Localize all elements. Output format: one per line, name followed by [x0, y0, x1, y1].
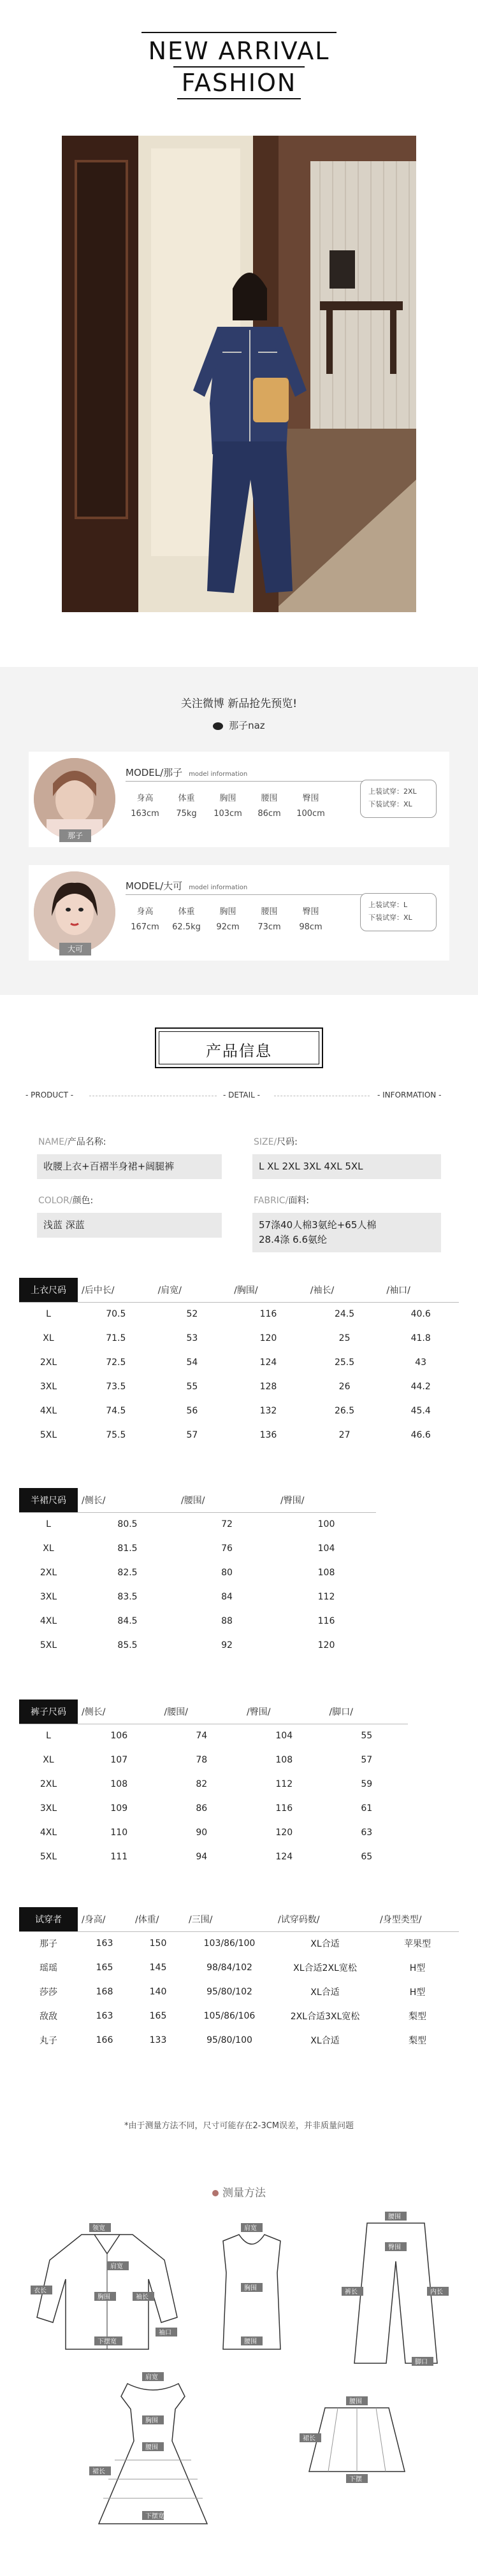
model-size-2: 上装试穿：L 下装试穿：XL: [360, 893, 437, 931]
table-row: [19, 1633, 376, 1657]
value-cell: 124: [275, 1852, 293, 1862]
value-cell: 109: [110, 1803, 128, 1814]
value-cell: 116: [259, 1309, 277, 1320]
table-row: [19, 1821, 408, 1845]
table-pants-header-0: 裤子尺码: [19, 1699, 78, 1724]
table-row: [19, 2004, 459, 2028]
measure-title: 测量方法: [0, 2184, 478, 2200]
header-rule-bottom: [177, 98, 301, 99]
svg-text:胸围: 胸围: [244, 2285, 257, 2292]
value-cell: 84.5: [117, 1616, 138, 1626]
product-info-title: 产品信息: [206, 1042, 272, 1060]
model-size-1: 上装试穿：2XL 下装试穿：XL: [360, 780, 437, 818]
value-cell: 100: [317, 1519, 335, 1530]
svg-text:袖口: 袖口: [159, 2329, 171, 2336]
table-skirt-sizes: [19, 1488, 376, 1657]
weibo-icon: [213, 722, 223, 730]
value-cell: 108: [275, 1755, 293, 1765]
model-divider-2: [126, 894, 368, 895]
value-cell: 110: [110, 1828, 128, 1838]
svg-text:腰围: 腰围: [145, 2444, 158, 2451]
size-cell: 4XL: [40, 1616, 57, 1626]
value-cell: 120: [317, 1640, 335, 1650]
table-skirt-body: [19, 1512, 376, 1657]
svg-text:胸围: 胸围: [145, 2417, 158, 2424]
svg-text:裤长: 裤长: [345, 2289, 358, 2296]
model-card-2: [29, 865, 449, 961]
value-cell: XL合适: [310, 2036, 340, 2046]
value-cell: 73.5: [106, 1382, 126, 1392]
size-cell: 2XL: [40, 1357, 57, 1368]
table-row: [19, 1302, 459, 1326]
model-divider-1: [126, 781, 368, 782]
value-cell: 梨型: [409, 2012, 426, 2022]
value-cell: 59: [361, 1779, 373, 1789]
table-tryon-body: [19, 1931, 459, 2052]
value-cell: 2XL合适3XL宽松: [290, 2012, 360, 2022]
value-cell: 112: [275, 1779, 293, 1789]
value-cell: 55: [186, 1382, 198, 1392]
svg-text:袖长: 袖长: [136, 2294, 148, 2301]
measure-note: *由于测量方法不同，尺寸可能存在2-3CM误差，并非质量问题: [124, 2121, 354, 2131]
value-cell: 150: [149, 1938, 167, 1949]
value-cell: 94: [196, 1852, 208, 1862]
table-tryon: [19, 1907, 459, 2052]
value-cell: 71.5: [106, 1333, 126, 1343]
name-label: NAME/产品名称:: [38, 1137, 106, 1147]
value-cell: 74: [196, 1731, 208, 1742]
size-cell: 5XL: [40, 1852, 57, 1862]
value-cell: 80: [221, 1568, 233, 1578]
table-row: [19, 1845, 408, 1869]
svg-text:肩宽: 肩宽: [110, 2263, 123, 2270]
value-cell: 63: [361, 1828, 373, 1838]
value-cell: 85.5: [117, 1640, 138, 1650]
value-cell: 90: [196, 1828, 208, 1838]
model-stats-2: 身高 167cm 体重 62.5kg 胸围 92cm 腰围 73cm 臀围 98cm: [131, 907, 322, 932]
table-tryon-header-0: 试穿者: [19, 1907, 78, 1931]
section-product: - PRODUCT -: [25, 1091, 74, 1099]
value-cell: 40.6: [410, 1309, 431, 1320]
value-cell: 44.2: [410, 1382, 431, 1392]
section-detail: - DETAIL -: [223, 1091, 260, 1099]
table-top-header-5: /袖口/: [386, 1285, 410, 1296]
header-rule-mid: [173, 66, 305, 68]
value-cell: 41.8: [410, 1333, 431, 1343]
table-top-body: [19, 1302, 459, 1447]
svg-text:肩宽: 肩宽: [244, 2225, 257, 2232]
header-line-2: FASHION: [181, 69, 297, 97]
value-cell: 120: [275, 1828, 293, 1838]
size-cell: 2XL: [40, 1779, 57, 1789]
value-cell: H型: [409, 1963, 426, 1973]
svg-text:腰围: 腰围: [349, 2398, 362, 2405]
table-skirt-header-3: /臀围/: [280, 1495, 305, 1506]
table-tryon-header-2: /体重/: [135, 1914, 159, 1925]
size-cell: 敌敌: [40, 2012, 57, 2022]
diagram-shirt: [31, 2222, 184, 2356]
name-value: 收腰上衣+百褶半身裙+阔腿裤: [37, 1154, 222, 1179]
size-cell: 瑶瑶: [40, 1963, 57, 1973]
svg-text:腰围: 腰围: [244, 2338, 257, 2345]
follow-text: 关注微博 新品抢先预览!: [180, 698, 298, 710]
value-cell: 88: [221, 1616, 233, 1626]
table-row: [19, 1326, 459, 1350]
table-row: [19, 2028, 459, 2052]
value-cell: 95/80/102: [206, 1987, 252, 1997]
svg-text:裙长: 裙长: [303, 2435, 315, 2442]
value-cell: 107: [110, 1755, 128, 1765]
value-cell: XL合适: [310, 1987, 340, 1998]
table-row: [19, 1512, 376, 1536]
value-cell: 72: [221, 1519, 233, 1530]
value-cell: 140: [149, 1987, 167, 1997]
table-row: [19, 1399, 459, 1423]
table-skirt-header-1: /侧长/: [82, 1495, 106, 1506]
value-cell: 104: [275, 1731, 293, 1742]
value-cell: 65: [361, 1852, 373, 1862]
fabric-label: FABRIC/面料:: [254, 1196, 310, 1206]
value-cell: 梨型: [409, 2036, 426, 2046]
diagram-dress: [89, 2371, 217, 2530]
table-row: [19, 1609, 376, 1633]
value-cell: 163: [96, 1938, 113, 1949]
value-cell: 57: [361, 1755, 373, 1765]
table-row: [19, 1350, 459, 1375]
table-pants-header-1: /侧长/: [82, 1707, 106, 1717]
table-row: [19, 1724, 408, 1748]
value-cell: 95/80/100: [206, 2035, 252, 2045]
size-label: SIZE/尺码:: [254, 1137, 298, 1147]
header-rule-top: [141, 32, 337, 33]
svg-text:臀围: 臀围: [388, 2244, 401, 2251]
table-top-sizes: [19, 1278, 459, 1447]
diagram-top: [210, 2222, 293, 2356]
pin-icon: [212, 2190, 219, 2196]
value-cell: 56: [186, 1406, 198, 1416]
value-cell: 46.6: [410, 1430, 431, 1440]
size-cell: 丸子: [40, 2036, 57, 2046]
value-cell: 45.4: [410, 1406, 431, 1416]
weibo-handle-text: 那子naz: [229, 720, 265, 731]
value-cell: 111: [110, 1852, 128, 1862]
size-cell: 莎莎: [40, 1987, 57, 1998]
svg-text:裙长: 裙长: [92, 2468, 105, 2475]
model-avatar-2: [34, 871, 115, 953]
value-cell: 124: [259, 1357, 277, 1368]
svg-text:脚口: 脚口: [415, 2359, 428, 2366]
value-cell: XL合适2XL宽松: [293, 1963, 357, 1973]
svg-text:腰围: 腰围: [388, 2214, 401, 2221]
value-cell: 83.5: [117, 1592, 138, 1602]
table-row: [19, 1748, 408, 1772]
table-tryon-header-3: /三围/: [189, 1914, 213, 1925]
section-information: - INFORMATION -: [377, 1091, 442, 1099]
size-cell: 4XL: [40, 1828, 57, 1838]
value-cell: 92: [221, 1640, 233, 1650]
model-tag-2: 大可: [59, 943, 91, 955]
table-skirt-header-2: /腰围/: [181, 1495, 205, 1506]
value-cell: 24.5: [334, 1309, 355, 1320]
size-cell: 2XL: [40, 1568, 57, 1578]
svg-text:肩宽: 肩宽: [145, 2374, 158, 2381]
value-cell: 25.5: [334, 1357, 355, 1368]
size-cell: XL: [43, 1333, 54, 1343]
header-line-1: NEW ARRIVAL: [148, 37, 330, 65]
size-cell: XL: [43, 1755, 54, 1765]
diagram-skirt: [300, 2395, 414, 2484]
value-cell: 105/86/106: [203, 2011, 256, 2021]
size-cell: L: [46, 1309, 51, 1320]
value-cell: 98/84/102: [206, 1963, 252, 1973]
table-row: [19, 1423, 459, 1447]
value-cell: 128: [259, 1382, 277, 1392]
table-pants-sizes: [19, 1699, 408, 1869]
table-tryon-header-1: /身高/: [82, 1914, 106, 1925]
table-row: [19, 1536, 376, 1561]
svg-text:下摆: 下摆: [349, 2476, 362, 2483]
color-label: COLOR/颜色:: [38, 1196, 94, 1206]
value-cell: 76: [221, 1543, 233, 1554]
value-cell: 53: [186, 1333, 198, 1343]
svg-text:内长: 内长: [430, 2289, 443, 2296]
svg-text:下摆宽: 下摆宽: [98, 2338, 117, 2345]
table-top-header-3: /胸围/: [234, 1285, 258, 1296]
value-cell: 106: [110, 1731, 128, 1742]
size-cell: 5XL: [40, 1640, 57, 1650]
value-cell: 43: [415, 1357, 427, 1368]
value-cell: 70.5: [106, 1309, 126, 1320]
weibo-handle[interactable]: [0, 719, 478, 732]
value-cell: 25: [338, 1333, 351, 1343]
diagram-pants: [342, 2210, 450, 2370]
svg-text:衣长: 衣长: [34, 2287, 47, 2294]
svg-text:胸围: 胸围: [98, 2294, 110, 2301]
value-cell: 苹果型: [404, 1939, 431, 1950]
table-row: [19, 1375, 459, 1399]
page-header: [0, 0, 478, 131]
value-cell: 120: [259, 1333, 277, 1343]
value-cell: 78: [196, 1755, 208, 1765]
table-row: [19, 1956, 459, 1980]
value-cell: 86: [196, 1803, 208, 1814]
value-cell: 26: [338, 1382, 351, 1392]
table-row: [19, 1772, 408, 1796]
table-row: [19, 1561, 376, 1585]
value-cell: 75.5: [106, 1430, 126, 1440]
table-tryon-header-4: /试穿码数/: [278, 1914, 320, 1925]
value-cell: 82.5: [117, 1568, 138, 1578]
size-cell: XL: [43, 1543, 54, 1554]
value-cell: 80.5: [117, 1519, 138, 1530]
model-avatar-1: [34, 758, 115, 840]
value-cell: 163: [96, 2011, 113, 2021]
size-cell: 3XL: [40, 1592, 57, 1602]
model-title-2: MODEL/大可 model information: [126, 880, 248, 892]
value-cell: 168: [96, 1987, 113, 1997]
value-cell: 27: [338, 1430, 351, 1440]
size-cell: 那子: [40, 1939, 57, 1950]
value-cell: 108: [317, 1568, 335, 1578]
svg-text:领宽: 领宽: [92, 2225, 105, 2232]
size-cell: 4XL: [40, 1406, 57, 1416]
value-cell: 81.5: [117, 1543, 138, 1554]
model-tag-1: 那子: [59, 829, 91, 842]
model-card-1: [29, 752, 449, 847]
size-cell: L: [46, 1731, 51, 1742]
value-cell: 116: [275, 1803, 293, 1814]
value-cell: 165: [96, 1963, 113, 1973]
value-cell: XL合适: [310, 1939, 340, 1950]
value-cell: 26.5: [334, 1406, 355, 1416]
table-row: [19, 1585, 376, 1609]
value-cell: 72.5: [106, 1357, 126, 1368]
value-cell: 166: [96, 2035, 113, 2045]
table-row: [19, 1796, 408, 1821]
value-cell: 82: [196, 1779, 208, 1789]
value-cell: 132: [259, 1406, 277, 1416]
table-pants-body: [19, 1724, 408, 1869]
value-cell: 133: [149, 2035, 167, 2045]
product-photo: [62, 136, 416, 612]
table-tryon-header-5: /身型类型/: [380, 1914, 422, 1925]
value-cell: 108: [110, 1779, 128, 1789]
value-cell: 74.5: [106, 1406, 126, 1416]
value-cell: 54: [186, 1357, 198, 1368]
table-top-header-0: 上衣尺码: [19, 1278, 78, 1302]
table-top-header-4: /袖长/: [310, 1285, 335, 1296]
table-pants-header-4: /脚口/: [329, 1707, 353, 1717]
value-cell: 165: [149, 2011, 167, 2021]
size-cell: 3XL: [40, 1803, 57, 1814]
fabric-value: 57涤40人棉3氨纶+65人棉 28.4涤 6.6氨纶: [252, 1213, 441, 1252]
svg-text:下摆宽: 下摆宽: [145, 2513, 164, 2520]
value-cell: 103/86/100: [203, 1938, 256, 1949]
value-cell: H型: [409, 1987, 426, 1998]
table-row: [19, 1980, 459, 2004]
color-value: 浅蓝 深蓝: [37, 1213, 222, 1238]
table-top-header-1: /后中长/: [82, 1285, 115, 1296]
value-cell: 52: [186, 1309, 198, 1320]
table-pants-header-2: /腰围/: [164, 1707, 188, 1717]
value-cell: 136: [259, 1430, 277, 1440]
value-cell: 104: [317, 1543, 335, 1554]
value-cell: 61: [361, 1803, 373, 1814]
size-cell: L: [46, 1519, 51, 1530]
table-pants-header-3: /臀围/: [247, 1707, 271, 1717]
table-row: [19, 1931, 459, 1956]
value-cell: 116: [317, 1616, 335, 1626]
size-cell: 3XL: [40, 1382, 57, 1392]
value-cell: 55: [361, 1731, 373, 1742]
size-value: L XL 2XL 3XL 4XL 5XL: [252, 1154, 441, 1179]
table-skirt-header-0: 半裙尺码: [19, 1488, 78, 1512]
model-title-1: MODEL/那子 model information: [126, 767, 248, 778]
value-cell: 84: [221, 1592, 233, 1602]
value-cell: 112: [317, 1592, 335, 1602]
table-top-header-2: /肩宽/: [157, 1285, 182, 1296]
value-cell: 145: [149, 1963, 167, 1973]
value-cell: 57: [186, 1430, 198, 1440]
size-cell: 5XL: [40, 1430, 57, 1440]
model-stats-1: 身高 163cm 体重 75kg 胸围 103cm 腰围 86cm 臀围 100cm: [131, 794, 325, 819]
